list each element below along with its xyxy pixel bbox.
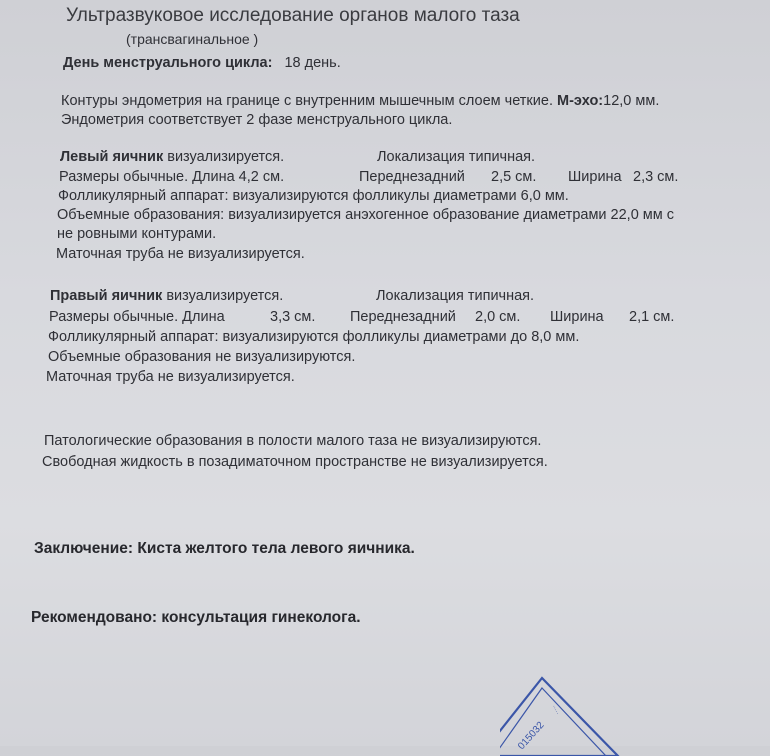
left-ovary-follicular: Фолликулярный аппарат: визуализируются фолликулы диаметрами 6,0 мм. [58, 188, 569, 204]
left-ap-label: Переднезадний [359, 169, 465, 185]
right-ovary-heading: Правый яичник [50, 288, 163, 304]
endometrium-contours: Контуры эндометрия на границе с внутренним мышечным слоем четкие. [61, 93, 553, 109]
right-ovary-tube: Маточная труба не визуализируется. [46, 369, 295, 385]
right-ovary-header [50, 287, 535, 305]
endometrium-line-2: Эндометрия соответствует 2 фазе менструального цикла. [61, 112, 453, 128]
right-sizes-label: Размеры обычные. Длина [49, 309, 225, 325]
cycle-label: День менструального цикла: [63, 55, 273, 71]
left-width-label: Ширина [568, 169, 622, 185]
pelvis-line-2: Свободная жидкость в позадиматочном пространстве не визуализируется. [42, 454, 548, 470]
conclusion: Заключение: Киста желтого тела левого яичника. [34, 540, 415, 557]
right-ap: 2,0 см. [475, 309, 521, 325]
mecho-value: 12,0 мм. [603, 93, 660, 109]
right-ovary-masses: Объемные образования не визуализируются. [48, 349, 356, 365]
left-ovary-masses-2: не ровными контурами. [57, 226, 217, 242]
pelvis-line-1: Патологические образования в полости малого таза не визуализируются. [44, 433, 542, 449]
left-ovary-masses-1: Объемные образования: визуализируется анэхогенное образование диаметрами 22,0 мм с [57, 207, 675, 223]
right-ap-label: Переднезадний [350, 309, 456, 325]
left-ovary-sizes [59, 168, 739, 186]
left-ovary-heading: Левый яичник [60, 149, 164, 165]
right-ovary-localization: Локализация типичная. [376, 288, 535, 304]
left-ovary-localization: Локализация типичная. [377, 149, 536, 165]
left-sizes-label: Размеры обычные. Длина [59, 169, 235, 185]
endometrium-line-1 [61, 92, 659, 110]
cycle-unit: день. [304, 55, 341, 71]
stamp-triangle [500, 676, 620, 756]
report-title: Ультразвуковое исследование органов малого таза [66, 5, 520, 26]
svg-text:·····: ····· [550, 704, 560, 716]
left-ap: 2,5 см. [491, 169, 537, 185]
left-ovary-tube: Маточная труба не визуализируется. [56, 246, 305, 262]
menstrual-cycle-day [63, 54, 341, 72]
cycle-value: 18 [284, 55, 301, 71]
report-subtitle: (трансвагинальное ) [126, 31, 259, 47]
stamp-number: 015032 [516, 719, 547, 753]
right-ovary-visualized: визуализируется. [166, 288, 284, 304]
right-ovary-sizes [49, 308, 749, 326]
left-ovary-header [60, 148, 536, 166]
right-width: 2,1 см. [629, 309, 675, 325]
left-length: 4,2 см. [238, 169, 285, 185]
right-width-label: Ширина [550, 309, 604, 325]
recommendation: Рекомендовано: консультация гинеколога. [31, 609, 361, 626]
right-length: 3,3 см. [270, 309, 316, 325]
left-ovary-visualized: визуализируется. [167, 149, 285, 165]
mecho-label: М-эхо: [557, 93, 604, 109]
right-ovary-follicular: Фолликулярный аппарат: визуализируются фолликулы диаметрами до 8,0 мм. [48, 329, 580, 345]
left-width: 2,3 см. [633, 169, 679, 185]
